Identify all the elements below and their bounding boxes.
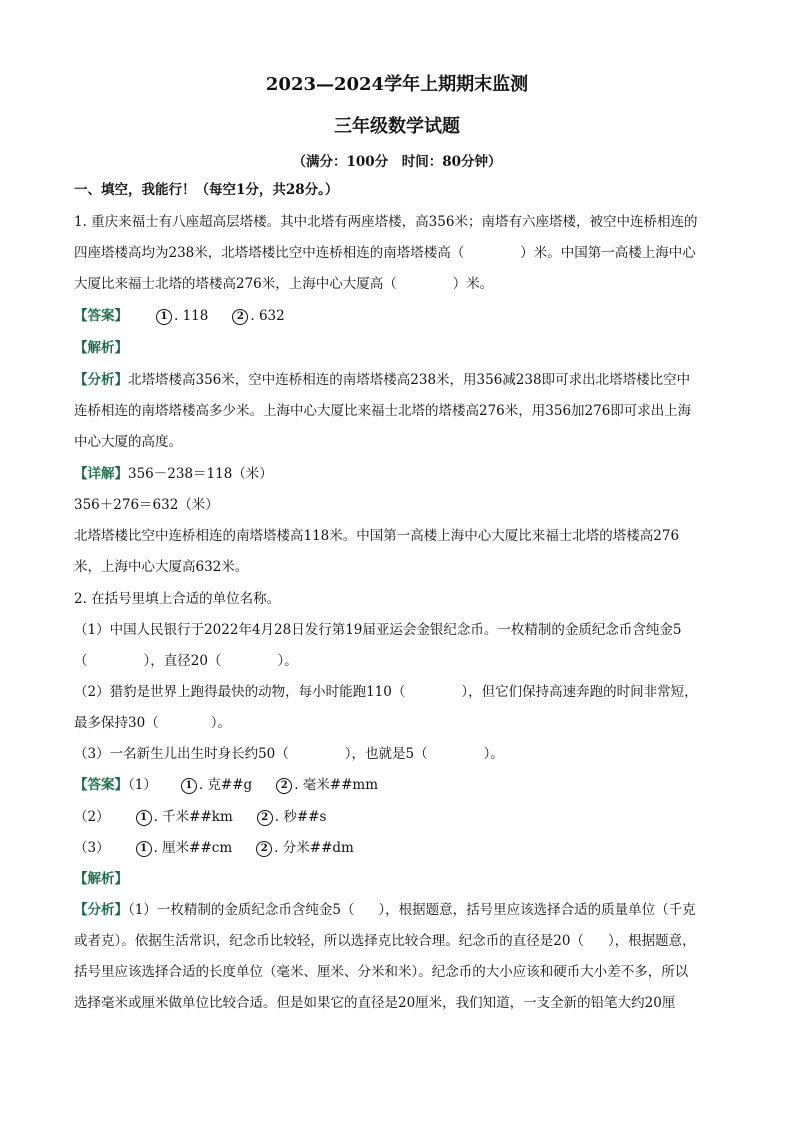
circled-number-2: 2 [232, 309, 248, 325]
fenxi-tag: 【分析】 [74, 372, 128, 388]
q2-answer-1 [74, 776, 378, 794]
q1-conclusion-2: 米，上海中心大厦高632米。 [74, 559, 249, 575]
q1-line-2 [74, 244, 696, 262]
q2-part1-line-2 [74, 652, 298, 670]
analysis-tag: 【解析】 [74, 340, 128, 356]
q2-fenxi-line-3: 括号里应该选择合适的长度单位（毫米、厘米、分米和米）。纪念币的大小应该和硬币大小差不多，所以 [74, 964, 689, 980]
q2-part3-line-1 [74, 745, 504, 763]
bracket-close: ）。 [277, 653, 298, 669]
answer-value: . 秒##s [274, 809, 327, 825]
bracket-close: ）。 [483, 746, 504, 762]
calculation-2: 356＋276＝632（米） [74, 497, 219, 513]
fenxi-text: 或者克）。依据生活常识，纪念币比较轻，所以选择克比较合理。纪念币的直径是20（ [74, 933, 584, 949]
q2-stem: 2. 在括号里填上合适的单位名称。 [74, 591, 281, 607]
q1-line-2-part-b: ）米。中国第一高楼上海中心 [520, 245, 696, 261]
exam-subject: 三年级数学试题 [334, 116, 460, 137]
answer-value: . 毫米##mm [294, 777, 379, 793]
q2-part2-text-c: 最多保持30（ [74, 715, 159, 731]
exam-score-time: （满分：100分 时间：80分钟） [292, 154, 502, 170]
q1-line-3-part-a: 大厦比来福士北塔的塔楼高276米，上海中心大厦高（ [74, 276, 397, 292]
section-heading: 一、填空，我能行！（每空1分，共28分。） [74, 182, 339, 198]
q2-part3-text-a: （3）一名新生儿出生时身长约50（ [74, 746, 289, 762]
q2-fenxi-line-1 [74, 901, 696, 919]
answer-value: . 分米##dm [274, 840, 354, 856]
q2-part1-text: ），直径20（ [143, 653, 222, 669]
answer-value-2: . 632 [250, 308, 285, 324]
calculation-1: 356－238＝118（米） [128, 466, 273, 482]
q1-line-3 [74, 275, 493, 293]
exam-title: 2023—2024学年上期期末监测 [265, 74, 529, 95]
q1-line-3-part-b: ）米。 [452, 276, 494, 292]
q1-line-2-part-a: 四座塔楼高均为238米，北塔塔楼比空中连桥相连的南塔塔楼高（ [74, 245, 465, 261]
answer-part-label: （1） [128, 777, 157, 793]
q2-part2-text-a: （2）猎豹是世界上跑得最快的动物，每小时能跑110（ [74, 684, 406, 700]
bracket-close: ）。 [210, 715, 231, 731]
circled-number-2: 2 [257, 810, 273, 826]
fenxi-text: 北塔塔楼高356米，空中连桥相连的南塔塔楼高238米，用356减238即可求出北塔塔楼比空中 [128, 372, 691, 388]
q1-xiangjie [74, 465, 273, 483]
fenxi-text: ），根据题意，括号里应该选择合适的质量单位（千克 [378, 902, 696, 918]
q2-part1-line-1: （1）中国人民银行于2022年4月28日发行第19届亚运会金银纪念币。一枚精制的金质纪念币含纯金5 [74, 622, 682, 638]
circled-number-1: 1 [156, 309, 172, 325]
circled-number-1: 1 [181, 778, 197, 794]
q2-fenxi-line-4: 选择毫米或厘米做单位比较合适。但是如果它的直径是20厘米，我们知道，一支全新的铅笔大约20厘 [74, 995, 676, 1011]
q1-fenxi-line-1 [74, 371, 690, 389]
circled-number-2: 2 [256, 841, 272, 857]
fenxi-text: （1）一枚精制的金质纪念币含纯金5（ [128, 902, 355, 918]
q2-part2-line-1 [74, 683, 698, 701]
q1-answer [74, 307, 285, 325]
answer-part-label: （2） [74, 809, 110, 825]
q2-answer-2 [74, 808, 326, 826]
bracket-open: （ [74, 653, 88, 669]
answer-value-1: . 118 [174, 308, 209, 324]
q1-conclusion-1: 北塔塔楼比空中连桥相连的南塔塔楼高118米。中国第一高楼上海中心大厦比来福士北塔的塔楼高276 [74, 528, 680, 544]
xiangjie-tag: 【详解】 [74, 466, 128, 482]
q2-fenxi-line-2 [74, 932, 696, 950]
answer-part-label: （3） [74, 840, 110, 856]
analysis-tag: 【解析】 [74, 871, 128, 887]
q1-fenxi-line-3: 中心大厦的高度。 [74, 434, 182, 450]
circled-number-1: 1 [136, 841, 152, 857]
q2-answer-3 [74, 839, 354, 857]
fenxi-tag: 【分析】 [74, 902, 128, 918]
answer-tag: 【答案】 [74, 777, 128, 793]
answer-tag: 【答案】 [74, 308, 128, 324]
q2-part2-line-2 [74, 714, 231, 732]
q2-part2-text-b: ），但它们保持高速奔跑的时间非常短， [461, 684, 698, 700]
q1-line-1: 1. 重庆来福士有八座超高层塔楼。其中北塔有两座塔楼，高356米；南塔有六座塔楼，被空中连桥相连的 [74, 214, 698, 230]
answer-value: . 千米##km [153, 809, 233, 825]
q1-fenxi-line-2: 连桥相连的南塔塔楼高多少米。上海中心大厦比来福士北塔的塔楼高276米，用356加276即可求出上海 [74, 403, 692, 419]
q2-part3-text-b: ），也就是5（ [344, 746, 428, 762]
circled-number-2: 2 [276, 778, 292, 794]
answer-value: . 克##g [198, 777, 253, 793]
circled-number-1: 1 [136, 810, 152, 826]
fenxi-text: ），根据题意， [607, 933, 696, 949]
answer-value: . 厘米##cm [153, 840, 233, 856]
